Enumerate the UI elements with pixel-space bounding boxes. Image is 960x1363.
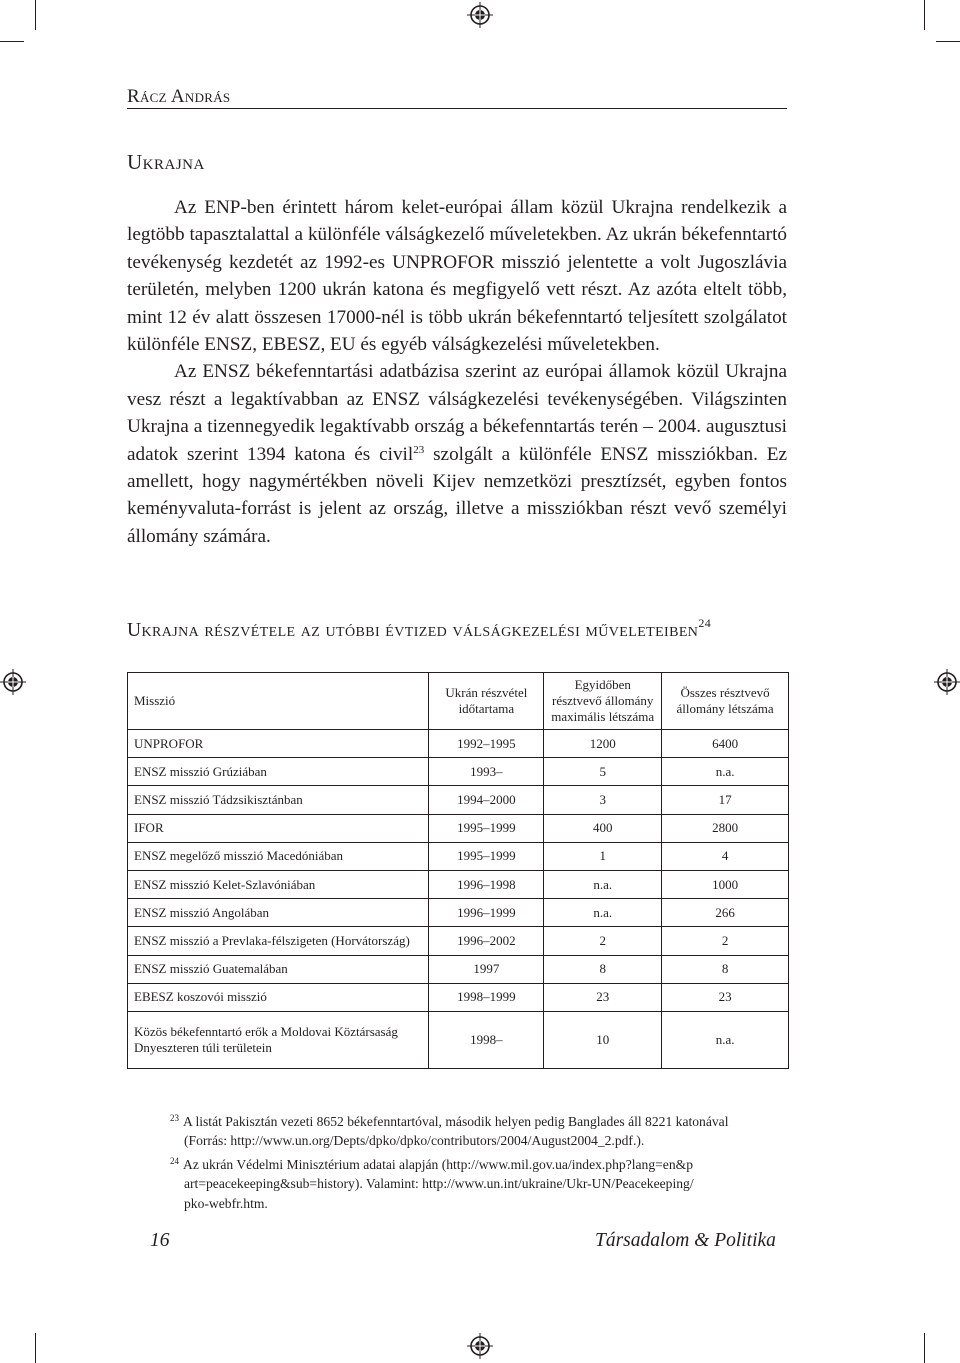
paragraph-text: Az ENP-ben érintett három kelet-európai állam közül Ukrajna rendelkezik a legtöbb tapasztalattal a különféle válságkezelő műveletekben. Az ukrán békefenntartó tevékenység kezdetét az 1992-es UNPROFOR misszió jelentette a volt Jugoszlávia területén, melyben 1200 ukrán katona és megfigyelő vett részt. [127, 197, 787, 301]
cell-total-staff: n.a. [662, 1011, 789, 1068]
table-row [128, 1011, 789, 1068]
running-head-author: Rácz András [127, 86, 231, 107]
paragraph [127, 358, 787, 550]
cell-max-staff: n.a. [544, 899, 662, 927]
cell-duration: 1997 [429, 955, 544, 983]
cell-mission: ENSZ misszió a Prevlaka-félszigeten (Horvátország) [128, 927, 429, 955]
cell-duration: 1995–1999 [429, 814, 544, 842]
cell-total-staff: 4 [662, 842, 789, 870]
cell-duration: 1996–2002 [429, 927, 544, 955]
cell-duration: 1993– [429, 758, 544, 786]
cell-total-staff: n.a. [662, 758, 789, 786]
table-row [128, 870, 789, 898]
cell-max-staff: 2 [544, 927, 662, 955]
footnote [170, 1155, 787, 1213]
cell-total-staff: 2 [662, 927, 789, 955]
table-row [128, 758, 789, 786]
registration-mark-icon [467, 1333, 493, 1359]
footnote [170, 1112, 787, 1151]
cell-total-staff: 8 [662, 955, 789, 983]
cell-total-staff: 266 [662, 899, 789, 927]
crop-mark [924, 1333, 925, 1363]
cell-mission: ENSZ misszió Grúziában [128, 758, 429, 786]
header-rule [127, 108, 787, 109]
footnote-text: pko-webfr.htm. [184, 1195, 268, 1211]
column-header-total-staff: Összes résztvevő állomány létszáma [662, 673, 789, 730]
table-row [128, 983, 789, 1011]
cell-max-staff: 400 [544, 814, 662, 842]
cell-max-staff: 5 [544, 758, 662, 786]
footnote-text: art=peacekeeping&sub=history). Valamint: http://www.un.int/ukraine/Ukr-UN/Peacekeeping/ [184, 1176, 694, 1192]
paragraph-text: szolgált a különféle ENSZ missziókban. Ez amellett, hogy nagymértékben növeli Kijev nemzetközi presztízsét, egyben fontos keményvaluta-forrást is jelent az ország, illetve a missziókban részt vevő személyi állomány számára. [127, 443, 787, 547]
crop-mark [35, 0, 36, 30]
table-row [128, 814, 789, 842]
registration-mark-icon [467, 2, 493, 28]
cell-mission: Közös békefenntartó erők a Moldovai Köztársaság Dnyeszteren túli területein [128, 1011, 429, 1068]
table-row [128, 899, 789, 927]
cell-max-staff: 10 [544, 1011, 662, 1068]
cell-total-staff: 23 [662, 983, 789, 1011]
table-row [128, 730, 789, 758]
cell-max-staff: 8 [544, 955, 662, 983]
crop-mark [0, 41, 24, 42]
footnote-ref[interactable]: 24 [698, 616, 712, 630]
footnote-ref[interactable]: 23 [413, 443, 425, 456]
column-header-mission: Misszió [128, 673, 429, 730]
page-number: 16 [150, 1230, 170, 1251]
footnote-number: 23 [170, 1113, 179, 1123]
cell-mission: ENSZ misszió Guatemalában [128, 955, 429, 983]
cell-mission: ENSZ megelőző misszió Macedóniában [128, 842, 429, 870]
table-row [128, 842, 789, 870]
table-header-row [128, 673, 789, 730]
footnote-text: (Forrás: http://www.un.org/Depts/dpko/dpko/contributors/2004/August2004_2.pdf.). [184, 1133, 645, 1149]
registration-mark-icon [0, 669, 26, 695]
cell-total-staff: 17 [662, 786, 789, 814]
cell-max-staff: 3 [544, 786, 662, 814]
body-text [127, 194, 787, 550]
cell-duration: 1998–1999 [429, 983, 544, 1011]
cell-mission: ENSZ misszió Angolában [128, 899, 429, 927]
cell-max-staff: 1200 [544, 730, 662, 758]
cell-max-staff: 1 [544, 842, 662, 870]
section-title: Ukrajna [127, 150, 205, 174]
footnote-text: A listát Pakisztán vezeti 8652 békefenntartóval, második helyen pedig Banglades áll 8221 katonával [183, 1114, 729, 1129]
crop-mark [936, 41, 960, 42]
column-header-max-staff: Egyidőben résztvevő állomány maximális létszáma [544, 673, 662, 730]
cell-duration: 1994–2000 [429, 786, 544, 814]
missions-table [127, 672, 789, 1069]
table-title-text: Ukrajna részvétele az utóbbi évtized válságkezelési műveleteiben [127, 620, 699, 641]
cell-duration: 1995–1999 [429, 842, 544, 870]
footnote-number: 24 [170, 1155, 179, 1166]
footnote-text: Az ukrán Védelmi Minisztérium adatai alapján (http://www.mil.gov.ua/index.php?lang=en&p [183, 1156, 694, 1172]
table-row [128, 927, 789, 955]
cell-max-staff: 23 [544, 983, 662, 1011]
paragraph-text: Az azóta eltelt több, mint 12 év alatt összesen 17000-nél is több ukrán békefenntartó teljesített szolgálatot különféle ENSZ, EBESZ, EU és egyéb válságkezelési műveletekben. [127, 279, 787, 356]
cell-mission: ENSZ misszió Kelet-Szlavóniában [128, 870, 429, 898]
cell-duration: 1996–1999 [429, 899, 544, 927]
journal-title: Társadalom & Politika [595, 1230, 776, 1251]
column-header-duration: Ukrán részvétel időtartama [429, 673, 544, 730]
crop-mark [924, 0, 925, 30]
paragraph [127, 194, 787, 358]
crop-mark [35, 1333, 36, 1363]
cell-mission: ENSZ misszió Tádzsikisztánban [128, 786, 429, 814]
registration-mark-icon [934, 669, 960, 695]
footnotes [170, 1112, 787, 1217]
cell-mission: UNPROFOR [128, 730, 429, 758]
cell-duration: 1998– [429, 1011, 544, 1068]
cell-total-staff: 6400 [662, 730, 789, 758]
cell-total-staff: 2800 [662, 814, 789, 842]
paragraph-text: Az ENSZ békefenntartási adatbázisa szerint az európai államok közül Ukrajna vesz részt a legaktívabban az ENSZ válságkezelési tevékenységében. Világszinten Ukrajna a tizennegyedik legaktívabb ország a békefenntartás terén – 2004. augusztusi adatok szerint 1394 katona és civil [127, 361, 787, 465]
cell-total-staff: 1000 [662, 870, 789, 898]
cell-mission: IFOR [128, 814, 429, 842]
table-title [127, 616, 827, 642]
table-row [128, 955, 789, 983]
cell-max-staff: n.a. [544, 870, 662, 898]
cell-mission: EBESZ koszovói misszió [128, 983, 429, 1011]
table-row [128, 786, 789, 814]
cell-duration: 1992–1995 [429, 730, 544, 758]
cell-duration: 1996–1998 [429, 870, 544, 898]
